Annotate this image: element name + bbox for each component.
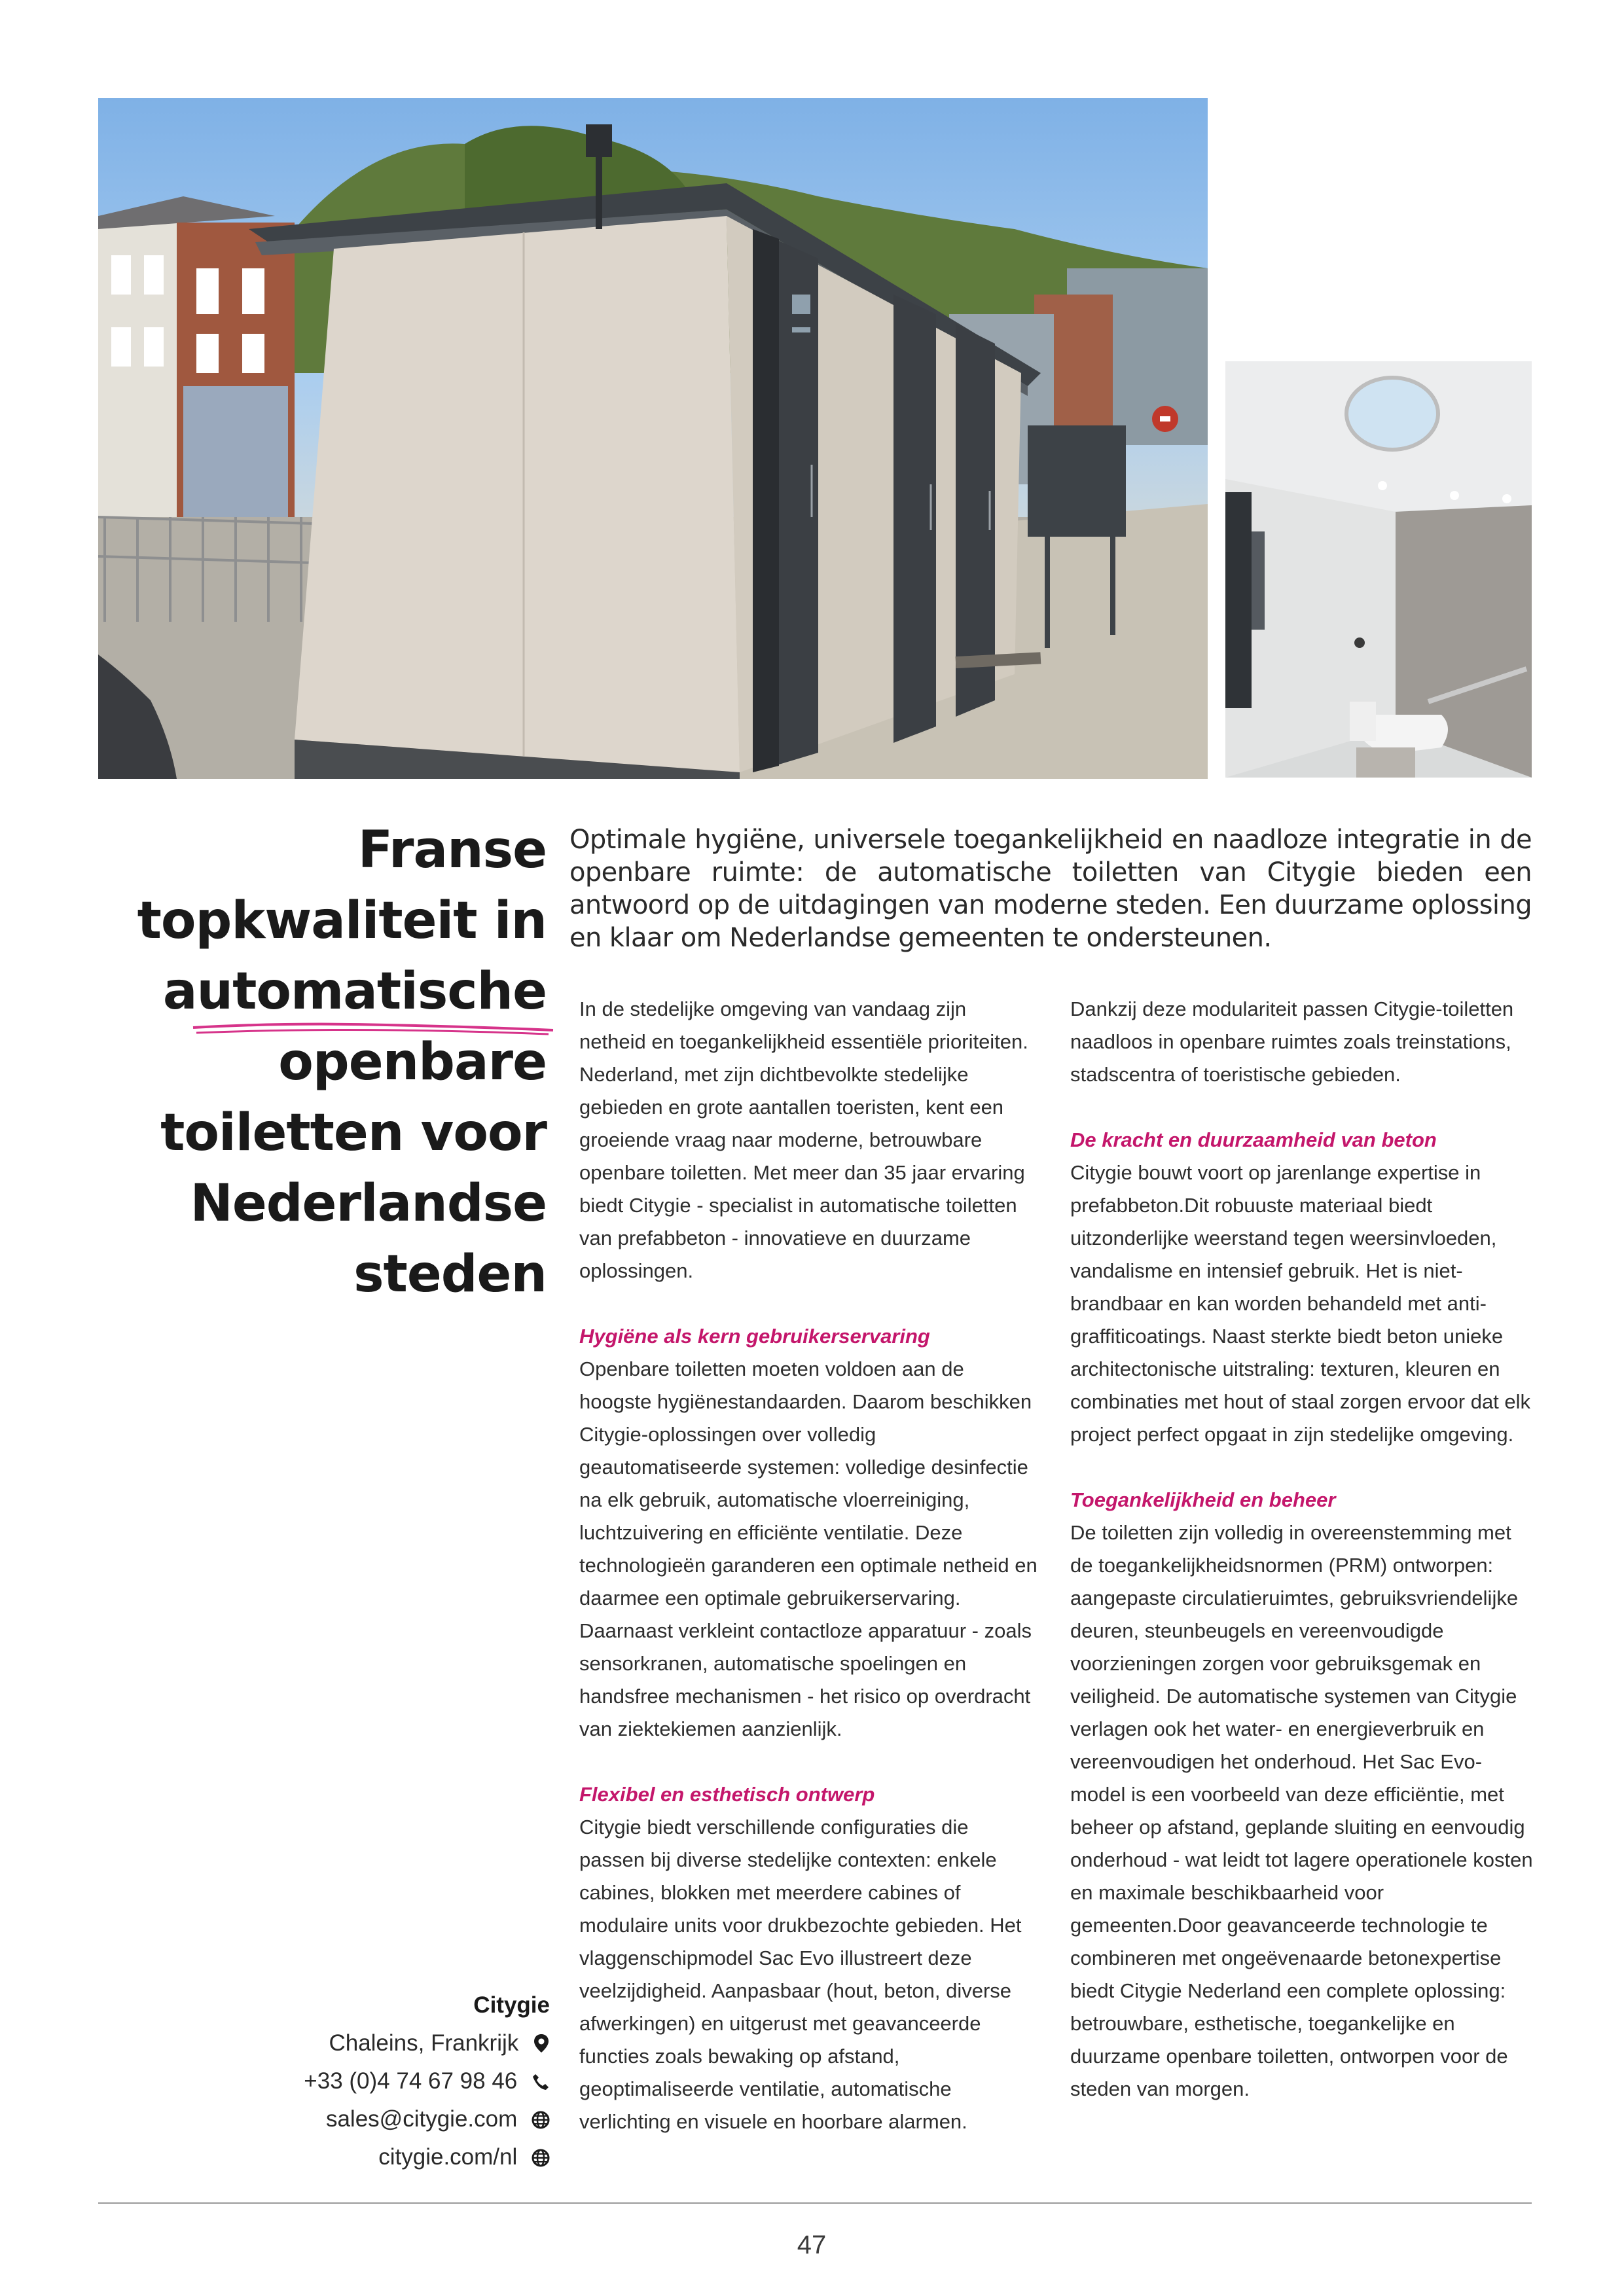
section-heading: Hygiëne als kern gebruikerservaring	[579, 1325, 930, 1348]
body-paragraph: Openbare toiletten moeten voldoen aan de hoogste hygiënestandaarden. Daarom beschikken Citygie-oplossingen over volledig geautomatiseerde systemen: volledige desinfectie na elk gebruik, automatische vloerreiniging, luchtzuivering en efficiënte ventilatie. Deze technologieën garanderen een optimale netheid en daarmee een optimale gebruikerservaring. Daarnaast verkleint contactloze apparatuur - zoals sensorkranen, automatische spoelingen en handsfree mechanismen - het risico op overdracht van ziektekiemen aanzienlijk.	[579, 1357, 1038, 1740]
page-number: 47	[797, 2231, 827, 2259]
email-text[interactable]: sales@citygie.com	[325, 2106, 518, 2132]
title-line: topkwaliteit in	[137, 891, 547, 950]
website-row	[196, 2138, 550, 2176]
body-paragraph: Dankzij deze modulariteit passen Citygie-toiletten naadloos in openbare ruimtes zoals treinstations, stadscentra of toeristische gebieden.	[1070, 997, 1514, 1086]
contact-block	[196, 1986, 550, 2176]
map-pin-icon	[533, 2034, 550, 2053]
title-line: automatische	[162, 962, 547, 1021]
location-text: Chaleins, Frankrijk	[329, 2030, 519, 2056]
phone-text[interactable]: +33 (0)4 74 67 98 46	[304, 2068, 518, 2094]
body-paragraph: De toiletten zijn volledig in overeenstemming met de toegankelijkheidsnormen (PRM) ontworpen: aangepaste circulatieruimtes, gebruiksvriendelijke deuren, steunbeugels en vereenvoudigde voorzieningen zorgen voor gebruiksgemak en veiligheid. De automatische systemen van Citygie verlagen ook het water- en energieverbruik en vereenvoudigen het onderhoud. Het Sac Evo-model is een voorbeeld van deze efficiëntie, met beheer op afstand, geplande sluiting en eenvoudig onderhoud - wat leidt tot lagere operationele kosten en maximale beschikbaarheid voor gemeenten.Door geavanceerde technologie te combineren met ongeëvenaarde betonexpertise biedt Citygie Nederland een complete oplossing: betrouwbare, esthetische, toegankelijke en duurzame openbare toiletten, ontworpen voor de steden van morgen.	[1070, 1521, 1533, 2100]
toilet-interior-photo	[1225, 361, 1532, 778]
body-paragraph: Citygie bouwt voort op jarenlange expertise in prefabbeton.Dit robuuste materiaal biedt uitzonderlijke weerstand tegen weersinvloeden, vandalisme en intensief gebruik. Het is niet-brandbaar en kan worden behandeld met anti-graffiticoatings. Naast sterkte biedt beton unieke architectonische uitstraling: texturen, kleuren en combinaties met hout of staal zorgen ervoor dat elk project perfect opgaat in zijn stedelijke omgeving.	[1070, 1161, 1531, 1446]
globe-icon	[532, 2111, 550, 2129]
section-heading: Flexibel en esthetisch ontwerp	[579, 1783, 875, 1806]
location-row	[196, 2024, 550, 2062]
email-row	[196, 2100, 550, 2138]
company-name: Citygie	[473, 1992, 550, 2018]
footer-divider	[98, 2202, 1532, 2204]
title-line: Nederlandse	[190, 1174, 547, 1233]
phone-icon	[532, 2073, 550, 2091]
body-paragraph: Citygie biedt verschillende configuraties die passen bij diverse stedelijke contexten: enkele cabines, blokken met meerdere cabines of modulaire units voor drukbezochte gebieden. Het vlaggenschipmodel Sac Evo illustreert deze veelzijdigheid. Aanpasbaar (hout, beton, diverse afwerkingen) en uitgerust met geavanceerde functies zoals bewaking op afstand, geoptimaliseerde ventilatie, automatische verlichting en visuele en hoorbare alarmen.	[579, 1816, 1022, 2133]
body-column-2	[1070, 993, 1535, 2138]
section-heading: Toegankelijkheid en beheer	[1070, 1488, 1336, 1511]
main-photo	[98, 98, 1208, 779]
phone-row	[196, 2062, 550, 2100]
body-paragraph: In de stedelijke omgeving van vandaag zijn netheid en toegankelijkheid essentiële prioriteiten. Nederland, met zijn dichtbevolkte stedelijke gebieden en grote aantallen toeristen, kent een groeiende vraag naar moderne, betrouwbare openbare toiletten. Met meer dan 35 jaar ervaring biedt Citygie - specialist in automatische toiletten van prefabbeton - innovatieve en duurzame oplossingen.	[579, 997, 1028, 1282]
title-underline-scribble	[190, 1016, 556, 1042]
interior-photo	[1225, 361, 1532, 778]
title-line: openbare	[278, 1033, 547, 1092]
article-title	[98, 815, 547, 1310]
intro-paragraph: Optimale hygiëne, universele toegankelijkheid en naadloze integratie in de openbare ruimte: de automatische toiletten van Citygie bieden een antwoord op de uitdagingen van moderne steden. Een duurzame oplossing en klaar om Nederlandse gemeenten te ondersteunen.	[569, 825, 1532, 953]
globe-icon	[532, 2149, 550, 2167]
title-line: steden	[353, 1245, 547, 1304]
public-toilet-photo	[98, 98, 1208, 779]
section-heading: De kracht en duurzaamheid van beton	[1070, 1128, 1437, 1151]
title-line: Franse	[357, 821, 547, 880]
website-text[interactable]: citygie.com/nl	[378, 2144, 518, 2170]
title-line: toiletten voor	[160, 1103, 547, 1162]
body-column-1	[579, 993, 1038, 2171]
